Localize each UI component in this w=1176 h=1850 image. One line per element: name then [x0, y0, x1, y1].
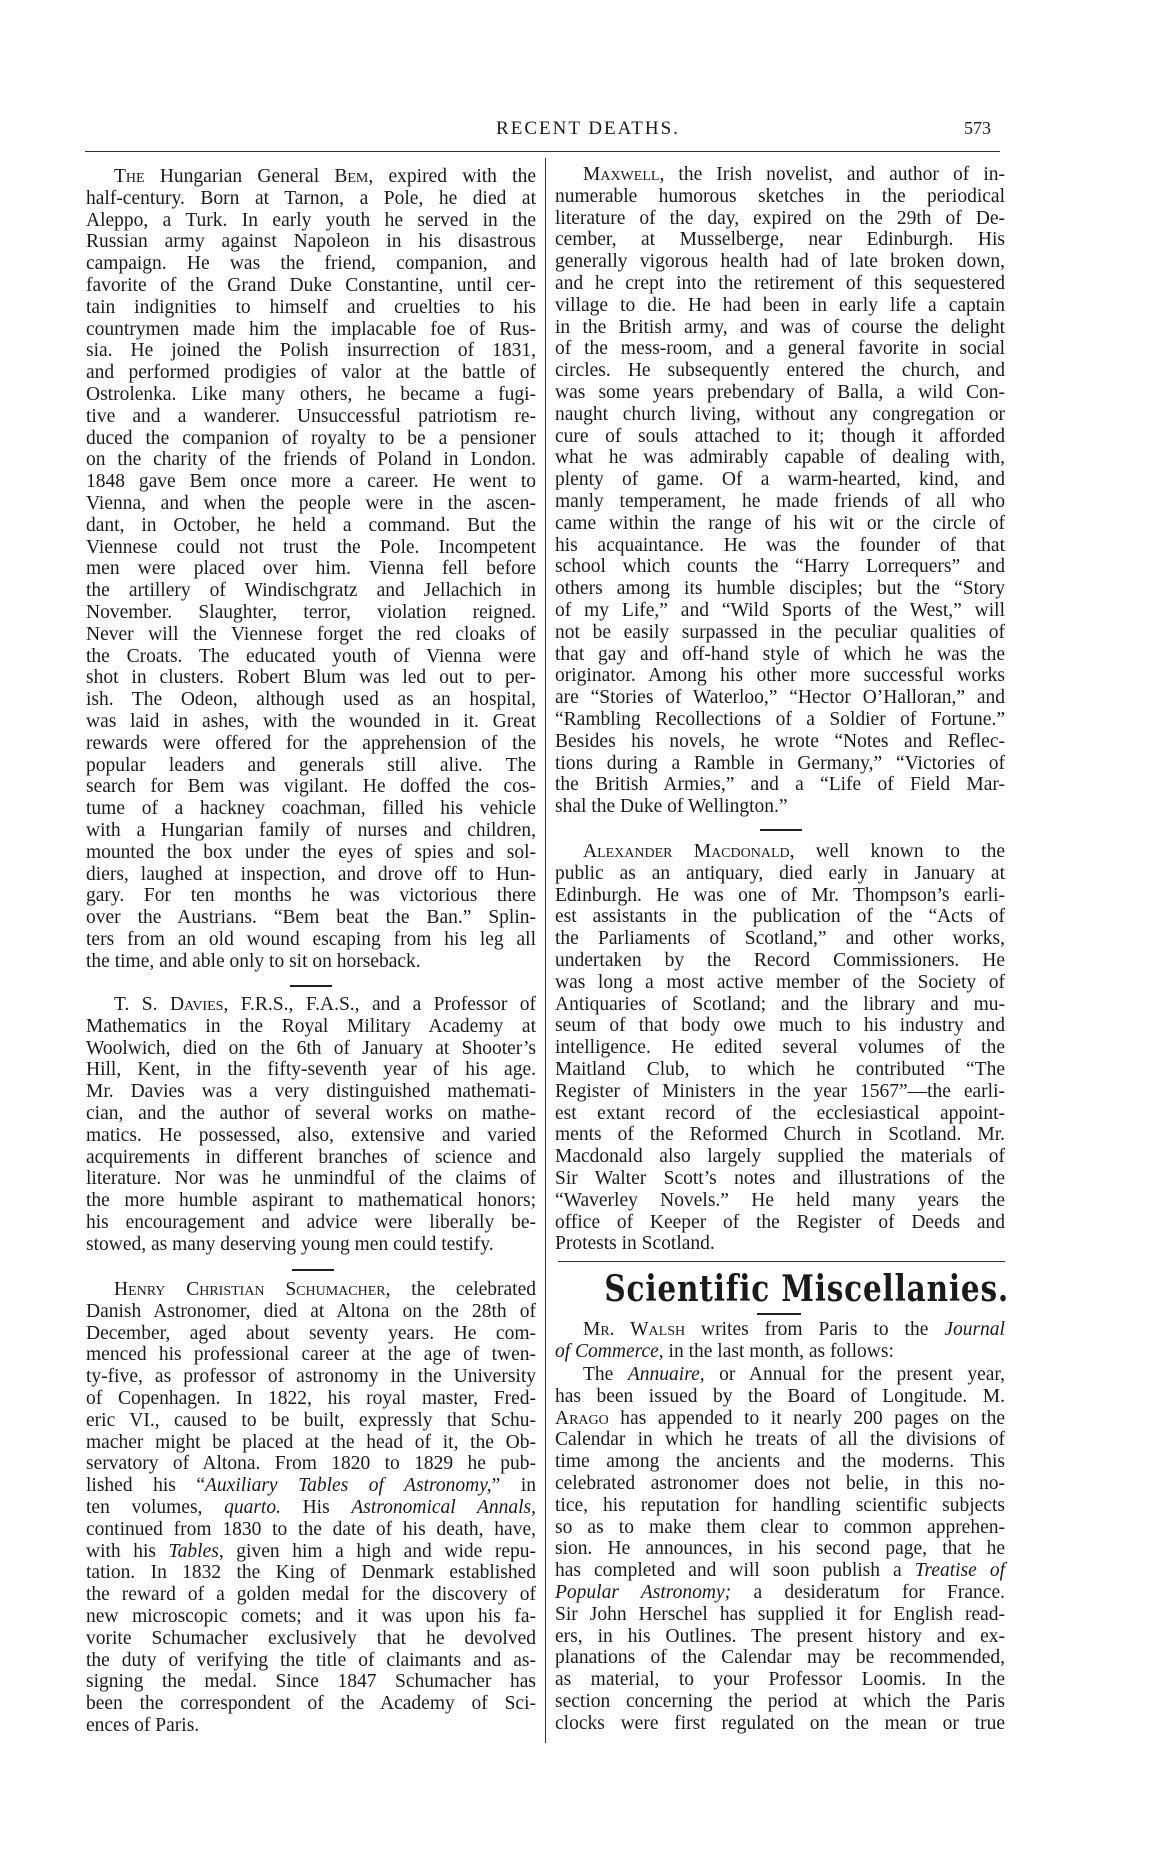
- text-line: undertaken by the Record Commissioners. He: [555, 949, 1005, 971]
- text-line: cian, and the author of several works on mathe-: [86, 1102, 536, 1124]
- text-line: cure of souls attached to it; though it afforded: [555, 425, 1005, 447]
- text-line: his acquaintance. He was the founder of that: [555, 534, 1005, 556]
- text-line: Maxwell, the Irish novelist, and author of in-: [583, 164, 1005, 185]
- text-line: on the charity of the friends of Poland in London.: [86, 449, 536, 471]
- text-line: time among the ancients and the moderns. This: [555, 1451, 1005, 1473]
- text-line: the Croats. The educated youth of Vienna were: [86, 645, 536, 667]
- text-line: matics. He possessed, also, extensive and varied: [86, 1124, 536, 1146]
- header-rule: [85, 151, 1000, 152]
- text-line: literature of the day, expired on the 29th of De-: [555, 207, 1005, 229]
- text-line: gary. For ten months he was victorious there: [86, 885, 536, 907]
- text-line: men were placed over him. Vienna fell before: [86, 558, 536, 580]
- text-line: tume of a hackney coachman, filled his vehicle: [86, 798, 536, 820]
- text-line: public as an antiquary, died early in January at: [555, 862, 1005, 884]
- text-line: Arago has appended to it nearly 200 pages on the: [555, 1407, 1005, 1429]
- annuaire-paragraph: [555, 1364, 1005, 1735]
- text-line: Calendar in which he treats of all the divisions of: [555, 1429, 1005, 1451]
- text-line: intelligence. He edited several volumes of the: [555, 1037, 1005, 1059]
- running-head: RECENT DEATHS.: [496, 118, 680, 139]
- text-line: manly temperament, he made friends of all who: [555, 490, 1005, 512]
- text-line: half-century. Born at Tarnon, a Pole, he died at: [86, 187, 536, 209]
- text-line: est assistants in the publication of the “Acts of: [555, 906, 1005, 928]
- text-line: Macdonald also largely supplied the materials of: [555, 1146, 1005, 1168]
- bem-paragraph: [86, 166, 536, 972]
- text-line: Viennese could not trust the Pole. Incompetent: [86, 536, 536, 558]
- section-heading: [560, 1268, 1010, 1310]
- text-line: been the correspondent of the Academy of Sci-: [86, 1693, 536, 1715]
- text-line: servatory of Altona. From 1820 to 1829 he pub-: [86, 1453, 536, 1475]
- schumacher-paragraph: [86, 1279, 536, 1737]
- text-line: literature. Nor was he unmindful of the claims of: [86, 1168, 536, 1190]
- text-line: with a Hungarian family of nurses and children,: [86, 819, 536, 841]
- text-line: acquirements in different branches of science and: [86, 1146, 536, 1168]
- text-line: “Rambling Recollections of a Soldier of Fortune.”: [555, 708, 1005, 730]
- text-line: naught church living, without any congregation or: [555, 403, 1005, 425]
- text-line: Popular Astronomy; a desideratum for France.: [555, 1581, 1005, 1603]
- text-line: T. S. Davies, F.R.S., F.A.S., and a Professor of: [114, 994, 536, 1015]
- text-line: stowed, as many deserving young men could testify.: [86, 1233, 494, 1255]
- text-line: as material, to your Professor Loomis. In the: [555, 1669, 1005, 1691]
- text-line: Mathematics in the Royal Military Academy at: [86, 1015, 536, 1037]
- text-line: school which counts the “Harry Lorrequers” and: [555, 556, 1005, 578]
- text-line: tation. In 1832 the King of Denmark established: [86, 1562, 536, 1584]
- text-line: was some years prebendary of Balla, a wild Con-: [555, 381, 1005, 403]
- text-line: plenty of game. Of a warm-hearted, kind, and: [555, 469, 1005, 491]
- text-line: Henry Christian Schumacher, the celebrated: [114, 1279, 536, 1300]
- text-line: ten volumes, quarto. His Astronomical Annals,: [86, 1496, 537, 1518]
- page-number: 573: [964, 118, 991, 138]
- text-line: duced the companion of royalty to be a pensioner: [86, 427, 536, 449]
- text-line: the artillery of Windischgratz and Jellachich in: [86, 580, 536, 602]
- text-line: Ostrolenka. Like many others, he became a fugi-: [86, 383, 536, 405]
- text-line: section concerning the period at which the Paris: [555, 1690, 1005, 1712]
- text-line: over the Austrians. “Bem beat the Ban.” Splin-: [86, 907, 536, 929]
- text-line: popular leaders and generals still alive. The: [86, 754, 536, 776]
- text-line: campaign. He was the friend, companion, and: [86, 253, 536, 275]
- text-line: 1848 gave Bem once more a career. He went to: [86, 471, 536, 493]
- text-line: the time, and able only to sit on horseback.: [86, 950, 421, 972]
- text-line: shal the Duke of Wellington.”: [555, 796, 788, 818]
- text-line: ers, in his Outlines. The present history and ex-: [555, 1625, 1005, 1647]
- text-line: ments of the Reformed Church in Scotland. Mr.: [555, 1124, 1005, 1146]
- text-line: diers, laughed at inspection, and drove off to Hun-: [86, 863, 536, 885]
- text-line: Edinburgh. He was one of Mr. Thompson’s earli-: [555, 884, 1005, 906]
- text-line: favorite of the Grand Duke Constantine, until cer-: [86, 274, 536, 296]
- text-line: in the British army, and was of course the delight: [555, 316, 1005, 338]
- text-line: originator. Among his other more successful works: [555, 665, 1005, 687]
- text-line: Alexander Macdonald, well known to the: [583, 841, 1005, 862]
- text-line: The Hungarian General Bem, expired with the: [114, 166, 537, 187]
- text-line: numerable humorous sketches in the periodical: [555, 185, 1005, 207]
- text-line: Vienna, and when the people were in the ascen-: [86, 492, 536, 514]
- text-line: tions during a Ramble in Germany,” “Victories of: [555, 752, 1005, 774]
- text-line: countrymen made him the implacable foe of Rus-: [86, 318, 536, 340]
- text-line: the duty of verifying the title of claimants and as-: [86, 1649, 536, 1671]
- text-line: shot in clusters. Robert Blum was led out to per-: [86, 667, 536, 689]
- heading-underline: [757, 1313, 801, 1315]
- text-line: others among its humble disciples; but the “Story: [555, 578, 1005, 600]
- text-line: circles. He subsequently entered the church, and: [555, 360, 1005, 382]
- text-line: eric VI., caused to be built, expressly that Schu-: [86, 1409, 536, 1431]
- text-line: with his Tables, given him a high and wide repu-: [86, 1540, 536, 1562]
- text-line: came within the range of his wit or the circle of: [555, 512, 1005, 534]
- text-line: Antiquaries of Scotland; and the library and mu-: [555, 993, 1005, 1015]
- text-line: sion. He announces, in his second page, that he: [555, 1538, 1005, 1560]
- text-line: tain indignities to himself and cruelties to his: [86, 296, 536, 318]
- text-line: Sir Walter Scott’s notes and illustrations of the: [555, 1167, 1005, 1189]
- text-line: est extant record of the ecclesiastical appoint-: [555, 1102, 1005, 1124]
- text-line: of the mess-room, and a general favorite in social: [555, 338, 1005, 360]
- text-line: was long a most active member of the Society of: [555, 971, 1005, 993]
- text-line: has completed and will soon publish a Treatise of: [555, 1560, 1005, 1582]
- text-line: December, aged about seventy years. He com-: [86, 1322, 536, 1344]
- text-line: has been issued by the Board of Longitude. M.: [555, 1385, 1005, 1407]
- section-heading-text: Scientific Miscellanies.: [604, 1268, 1010, 1310]
- section-double-rule: [558, 1261, 1005, 1262]
- text-line: macher might be placed at the head of it, the Ob-: [86, 1431, 536, 1453]
- walsh-intro-paragraph: [555, 1319, 1005, 1363]
- text-line: of Copenhagen. In 1822, his royal master, Fred-: [86, 1387, 536, 1409]
- text-line: cember, at Musselberge, near Edinburgh. His: [555, 229, 1005, 251]
- text-line: The Annuaire, or Annual for the present year,: [583, 1364, 1005, 1385]
- text-line: Woolwich, died on the 6th of January at Shooter’s: [86, 1037, 536, 1059]
- text-line: Mr. Walsh writes from Paris to the Journal: [583, 1319, 1005, 1340]
- text-line: Register of Ministers in the year 1567”—the earli-: [555, 1080, 1005, 1102]
- text-line: village to die. He had been in early life a captain: [555, 294, 1005, 316]
- macdonald-paragraph: [555, 841, 1005, 1255]
- column-divider: [545, 158, 546, 1743]
- text-line: ters from an old wound escaping from his leg all: [86, 928, 536, 950]
- text-line: the more humble aspirant to mathematical honors;: [86, 1190, 536, 1212]
- text-line: tice, his reputation for handling scientific subjects: [555, 1494, 1005, 1516]
- text-line: that gay and off-hand style of which he was the: [555, 643, 1005, 665]
- text-line: was laid in ashes, with the wounded in it. Great: [86, 710, 536, 732]
- text-line: of Commerce, in the last month, as follows:: [555, 1340, 894, 1362]
- text-line: ish. The Odeon, although used as an hospital,: [86, 689, 536, 711]
- separator-rule: [292, 1269, 334, 1271]
- text-line: search for Bem was vigilant. He doffed the cos-: [86, 776, 536, 798]
- text-line: new microscopic comets; and it was upon his fa-: [86, 1605, 536, 1627]
- davies-paragraph: [86, 994, 536, 1256]
- text-line: ty-five, as professor of astronomy in the University: [86, 1366, 536, 1388]
- text-line: seum of that body owe much to his industry and: [555, 1015, 1005, 1037]
- text-line: the British Armies,” and a “Life of Field Mar-: [555, 774, 1005, 796]
- text-line: of my Life,” and “Wild Sports of the West,” will: [555, 599, 1005, 621]
- text-line: generally vigorous health had of late broken down,: [555, 251, 1005, 273]
- text-line: are “Stories of Waterloo,” “Hector O’Halloran,” and: [555, 687, 1005, 709]
- text-line: menced his professional career at the age of twen-: [86, 1344, 536, 1366]
- text-line: dant, in October, he held a command. But the: [86, 514, 536, 536]
- text-line: not be easily surpassed in the peculiar qualities of: [555, 621, 1005, 643]
- text-line: and he crept into the retirement of this sequestered: [555, 272, 1005, 294]
- text-line: so as to make them clear to common apprehen-: [555, 1516, 1005, 1538]
- text-line: his encouragement and advice were liberally be-: [86, 1211, 536, 1233]
- text-line: sia. He joined the Polish insurrection of 1831,: [86, 340, 536, 362]
- separator-rule: [290, 985, 332, 987]
- text-line: “Waverley Novels.” He held many years the: [555, 1189, 1005, 1211]
- text-line: the Parliaments of Scotland,” and other works,: [555, 928, 1005, 950]
- text-line: Hill, Kent, in the fifty-seventh year of his age.: [86, 1059, 536, 1081]
- text-line: Sir John Herschel has supplied it for English read-: [555, 1603, 1005, 1625]
- text-line: Besides his novels, he wrote “Notes and Reflec-: [555, 730, 1005, 752]
- text-line: Never will the Viennese forget the red cloaks of: [86, 623, 536, 645]
- separator-rule: [760, 829, 802, 831]
- text-line: what he was admirably capable of dealing with,: [555, 447, 1005, 469]
- text-line: Maitland Club, to which he contributed “The: [555, 1058, 1005, 1080]
- text-line: office of Keeper of the Register of Deeds and: [555, 1211, 1005, 1233]
- text-line: Russian army against Napoleon in his disastrous: [86, 231, 536, 253]
- text-line: tive and a wanderer. Unsuccessful patriotism re-: [86, 405, 536, 427]
- text-line: lished his “Auxiliary Tables of Astronomy,” in: [86, 1475, 536, 1497]
- text-line: November. Slaughter, terror, violation reigned.: [86, 601, 536, 623]
- text-line: clocks were first regulated on the mean or true: [555, 1712, 1005, 1734]
- text-line: continued from 1830 to the date of his death, have,: [86, 1518, 536, 1540]
- text-line: signing the medal. Since 1847 Schumacher has: [86, 1671, 536, 1693]
- text-line: mounted the box under the eyes of spies and sol-: [86, 841, 536, 863]
- text-line: and performed prodigies of valor at the battle of: [86, 362, 536, 384]
- maxwell-paragraph: [555, 164, 1005, 818]
- text-line: celebrated astronomer does not belie, in this no-: [555, 1472, 1005, 1494]
- text-line: Danish Astronomer, died at Altona on the 28th of: [86, 1300, 536, 1322]
- text-line: Protests in Scotland.: [555, 1233, 715, 1255]
- text-line: ences of Paris.: [86, 1714, 200, 1736]
- text-line: Aleppo, a Turk. In early youth he served in the: [86, 209, 536, 231]
- text-line: rewards were offered for the apprehension of the: [86, 732, 536, 754]
- text-line: the reward of a golden medal for the discovery of: [86, 1584, 536, 1606]
- text-line: vorite Schumacher exclusively that he devolved: [86, 1627, 536, 1649]
- text-line: planations of the Calendar may be recommended,: [555, 1647, 1005, 1669]
- text-line: Mr. Davies was a very distinguished mathemati-: [86, 1081, 536, 1103]
